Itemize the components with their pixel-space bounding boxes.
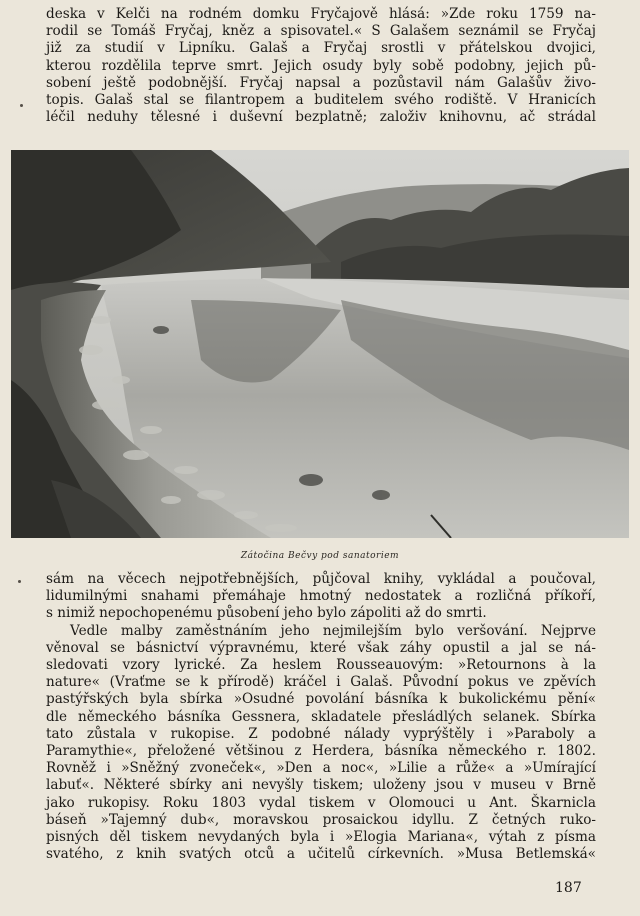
text-line: s nimiž nepochopenému působení jeho bylo zápoliti až do smrti. [46, 605, 487, 622]
bottom-text [46, 571, 596, 863]
text-line: Vedle malby zaměstnáním jeho nejmilejším bylo veršování. Nejprve [70, 622, 596, 639]
text-line: léčil neduhy tělesné i duševní bezplatně; založiv knihovnu, ač strádal [46, 109, 596, 126]
page-number: 187 [555, 880, 582, 896]
text-line: rodil se Tomáš Fryčaj, kněz a spisovatel.« S Galašem seznámil se Fryčaj [46, 23, 596, 40]
river-photograph [11, 150, 629, 538]
text-line: topis. Galaš stal se filantropem a buditelem svého rodiště. V Hranicích [46, 92, 596, 109]
text-line: labuť«. Některé sbírky ani nevyšly tiskem; uloženy jsou v museu v Brně [46, 777, 596, 794]
text-line: báseň »Tajemný dub«, moravskou prosaickou idyllu. Z četných ruko- [46, 811, 596, 828]
text-line: Paramythie«, přeložené většinou z Herdera, básníka německého r. 1802. [46, 743, 596, 760]
river-bend-illustration [11, 150, 629, 538]
margin-speck [20, 104, 23, 107]
text-line: sám na věcech nejpotřebnějších, půjčoval knihy, vykládal a poučoval, [46, 571, 596, 587]
text-line: sobení ještě podobnější. Fryčaj napsal a pozůstavil nám Galašův živo- [46, 74, 596, 91]
text-line: deska v Kelči na rodném domku Fryčajově hlásá: »Zde roku 1759 na- [46, 6, 596, 22]
text-line: lidumilnými snahami přemáhaje hmotný nedostatek a rozličná příkoří, [46, 588, 596, 605]
margin-speck [18, 580, 21, 583]
text-line: dle německého básníka Gessnera, skladatele přesládlých selanek. Sbírka [46, 708, 596, 725]
text-line: tato zůstala v rukopise. Z podobné nálady vyprýštěly i »Paraboly a [46, 725, 596, 742]
text-line: nature« (Vraťme se k přírodě) kráčel i Galaš. Původní pokus ve zpěvích [46, 674, 596, 691]
text-line: pastýřských byla sbírka »Osudné povolání básníka k bukolickému pění« [46, 691, 596, 708]
text-line: již za studií v Lipníku. Galaš a Fryčaj srostli v přátelskou dvojici, [46, 40, 596, 57]
photo-caption: Zátočina Bečvy pod sanatoriem [240, 551, 400, 561]
text-line: věnoval se básnictví výpravnému, které však záhy opustil a jal se ná- [46, 639, 596, 656]
text-line: sledovati vzory lyrické. Za heslem Rousseauovým: »Retournons à la [46, 657, 596, 674]
text-line: pisných děl tiskem nevydaných byla i »Elogia Mariana«, výtah z písma [46, 829, 596, 846]
text-line: jako rukopisy. Roku 1803 vydal tiskem v Olomouci u Ant. Škarnicla [46, 794, 596, 811]
text-line: svatého, z knih svatých otců a učitelů církevních. »Musa Betlemská« [46, 846, 596, 863]
text-line: Rovněž i »Sněžný zvoneček«, »Den a noc«, »Lilie a růže« a »Umírající [46, 760, 596, 777]
text-line: kterou rozdělila teprve smrt. Jejich osudy byly sobě podobny, jejich pů- [46, 57, 596, 74]
top-paragraph [46, 6, 596, 126]
